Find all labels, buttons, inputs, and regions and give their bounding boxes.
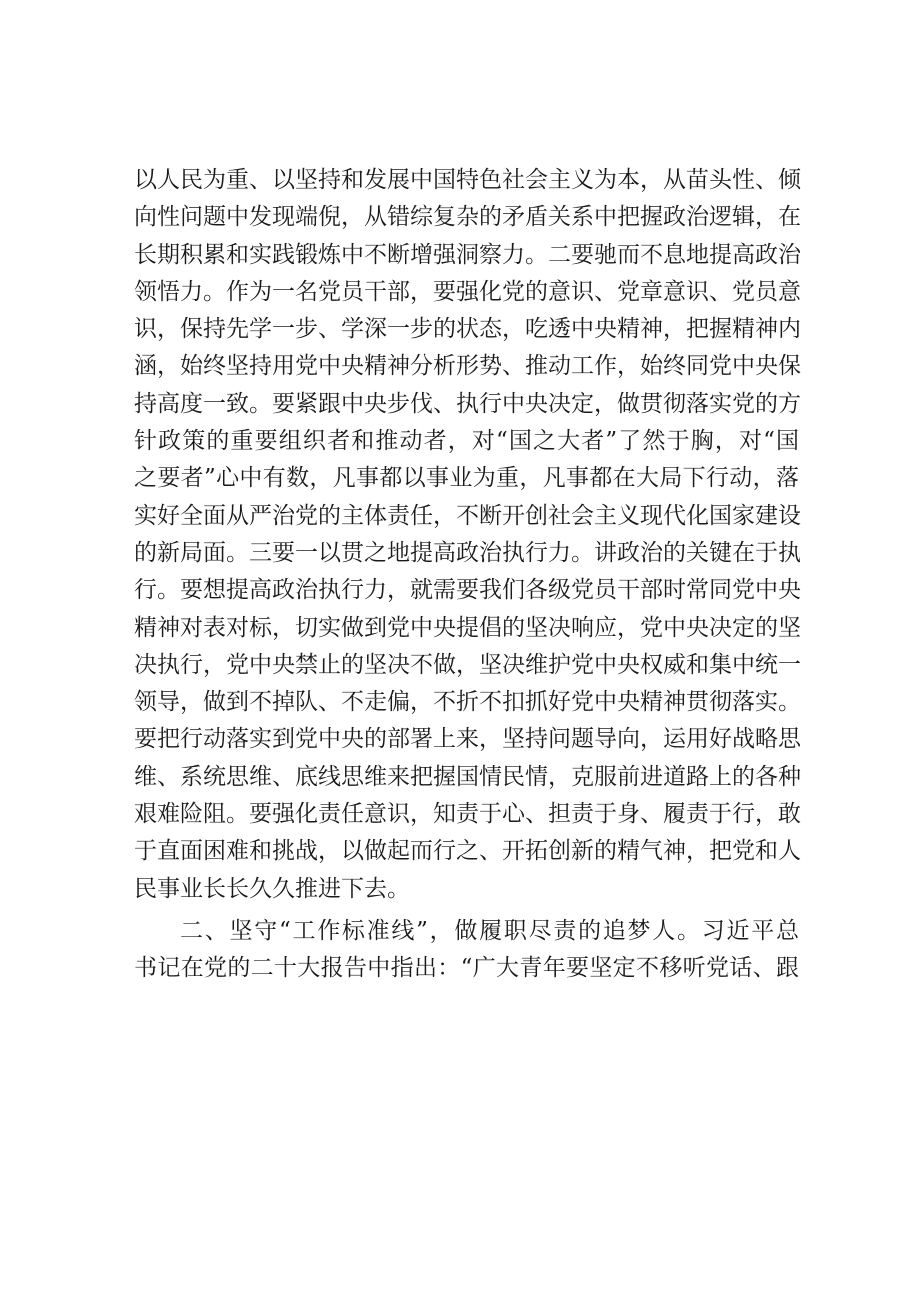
- text-line: 之要者”心中有数，凡事都以事业为重，凡事都在大局下行动，落: [134, 465, 799, 492]
- text-line: 涵，始终坚持用党中央精神分析形势、推动工作，始终同党中央保: [134, 353, 801, 380]
- text-line: 精神对表对标，切实做到党中央提倡的坚决响应，党中央决定的坚: [134, 614, 801, 641]
- text-line: 持高度一致。要紧跟中央步伐、执行中央决定，做贯彻落实党的方: [134, 390, 801, 417]
- text-line: 要把行动落实到党中央的部署上来，坚持问题导向，运用好战略思: [134, 726, 801, 753]
- text-line: 针政策的重要组织者和推动者，对“国之大者”了然于胸，对“国: [134, 428, 799, 455]
- text-line: 行。要想提高政治执行力，就需要我们各级党员干部时常同党中央: [134, 577, 801, 604]
- paragraph-1: [134, 162, 799, 908]
- text-line: 维、系统思维、底线思维来把握国情民情，克服前进道路上的各种: [134, 763, 801, 790]
- text-line: 以人民为重、以坚持和发展中国特色社会主义为本，从苗头性、倾: [134, 167, 801, 193]
- text-line: 二、坚守“工作标准线”，做履职尽责的追梦人。习近平总: [180, 917, 799, 944]
- text-line: 识，保持先学一步、学深一步的状态，吃透中央精神，把握精神内: [134, 316, 801, 343]
- text-line: 向性问题中发现端倪，从错综复杂的矛盾关系中把握政治逻辑，在: [134, 204, 801, 231]
- text-line: 于直面困难和挑战，以做起而行之、开拓创新的精气神，把党和人: [134, 838, 801, 865]
- text-line: 决执行，党中央禁止的坚决不做，坚决维护党中央权威和集中统一: [134, 651, 801, 678]
- paragraph-2: [134, 913, 799, 988]
- body-text: [134, 162, 799, 988]
- text-line: 民事业长长久久推进下去。: [134, 875, 410, 902]
- text-line: 实好全面从严治党的主体责任，不断开创社会主义现代化国家建设: [134, 502, 801, 529]
- text-line: 的新局面。三要一以贯之地提高政治执行力。讲政治的关键在于执: [134, 539, 801, 566]
- text-line: 艰难险阻。要强化责任意识，知责于心、担责于身、履责于行，敢: [134, 801, 801, 828]
- text-line: 领导，做到不掉队、不走偏，不折不扣抓好党中央精神贯彻落实。: [134, 689, 801, 716]
- text-line: 领悟力。作为一名党员干部，要强化党的意识、党章意识、党员意: [134, 278, 801, 305]
- text-line: 书记在党的二十大报告中指出：“广大青年要坚定不移听党话、跟: [134, 955, 799, 982]
- text-line: 长期积累和实践锻炼中不断增强洞察力。二要驰而不息地提高政治: [134, 241, 801, 268]
